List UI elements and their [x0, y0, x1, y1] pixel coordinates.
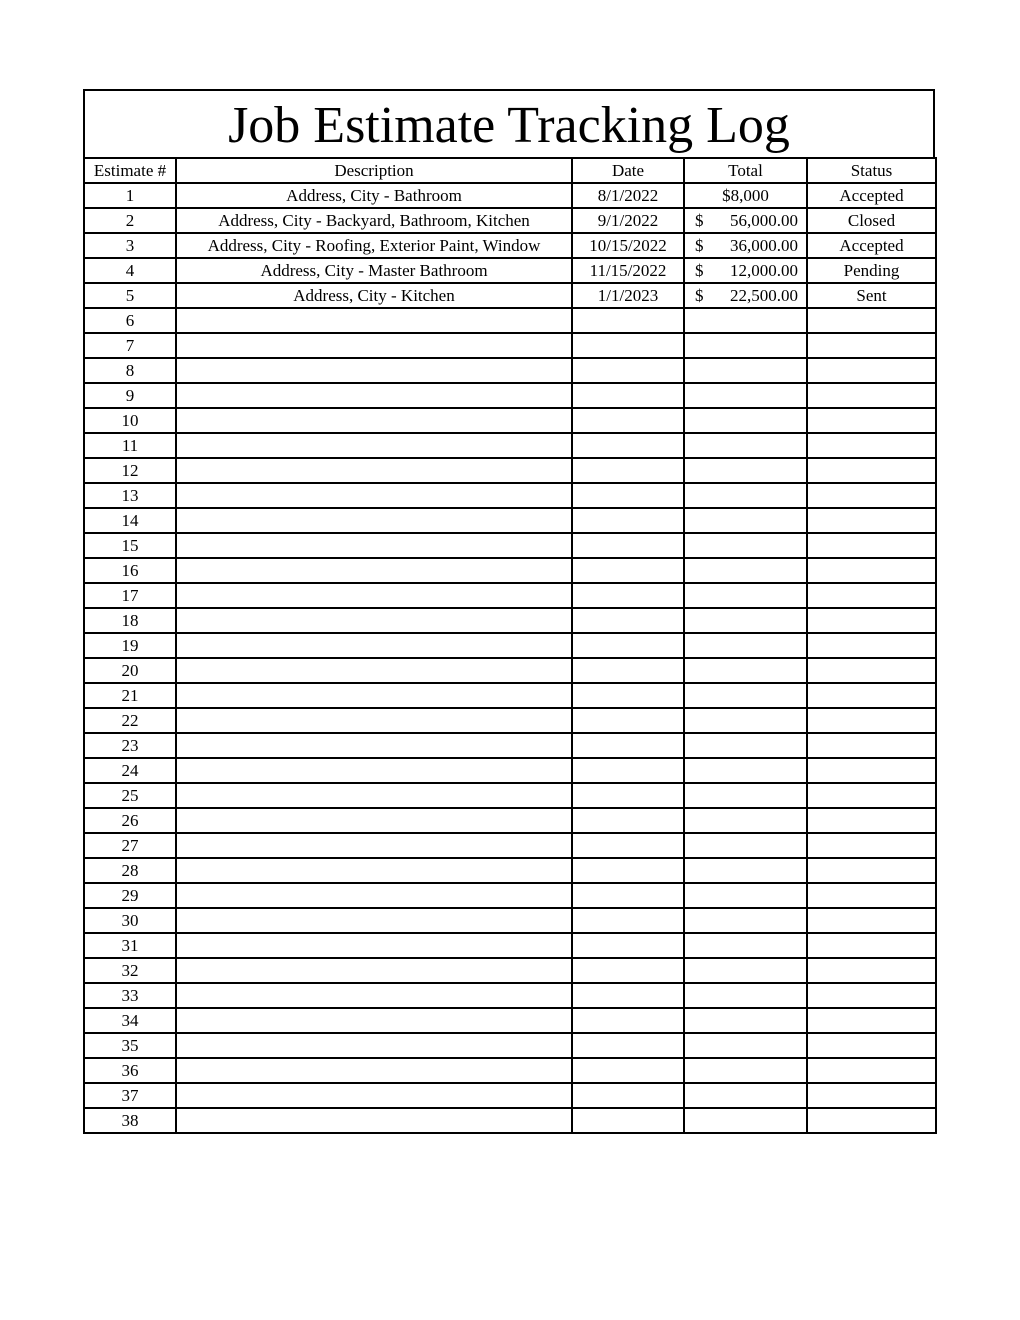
total-cell[interactable]: $8,000 [684, 183, 807, 208]
column-header-estimate-number: Estimate # [84, 158, 176, 183]
description-cell[interactable]: Address, City - Master Bathroom [176, 258, 572, 283]
table-row [84, 183, 936, 208]
table-row [84, 483, 936, 508]
total-cell[interactable] [684, 608, 807, 633]
estimate-number-cell[interactable]: 22 [84, 708, 176, 733]
description-cell[interactable] [176, 908, 572, 933]
total-amount: 56,000.00 [730, 211, 798, 230]
status-cell[interactable] [807, 1108, 936, 1133]
status-cell[interactable] [807, 658, 936, 683]
estimate-number-cell[interactable]: 24 [84, 758, 176, 783]
table-row [84, 383, 936, 408]
status-cell[interactable] [807, 908, 936, 933]
total-amount: 12,000.00 [730, 261, 798, 280]
total-cell[interactable] [684, 883, 807, 908]
estimate-number-cell[interactable]: 33 [84, 983, 176, 1008]
total-cell[interactable] [684, 558, 807, 583]
status-cell[interactable] [807, 458, 936, 483]
table-row [84, 983, 936, 1008]
description-cell[interactable] [176, 658, 572, 683]
date-cell[interactable] [572, 408, 684, 433]
date-cell[interactable] [572, 1033, 684, 1058]
table-row [84, 883, 936, 908]
table-row [84, 608, 936, 633]
date-cell[interactable] [572, 358, 684, 383]
table-row [84, 533, 936, 558]
description-cell[interactable] [176, 1058, 572, 1083]
date-cell[interactable] [572, 1083, 684, 1108]
status-cell[interactable] [807, 333, 936, 358]
status-cell[interactable] [807, 758, 936, 783]
total-cell[interactable] [684, 308, 807, 333]
total-cell[interactable] [684, 1008, 807, 1033]
date-cell[interactable] [572, 833, 684, 858]
table-row [84, 358, 936, 383]
total-cell[interactable] [684, 1058, 807, 1083]
description-cell[interactable] [176, 558, 572, 583]
status-cell[interactable]: Accepted [807, 233, 936, 258]
description-cell[interactable] [176, 958, 572, 983]
status-cell[interactable] [807, 633, 936, 658]
page-title: Job Estimate Tracking Log [228, 97, 790, 154]
description-cell[interactable] [176, 583, 572, 608]
date-cell[interactable] [572, 458, 684, 483]
total-cell[interactable] [684, 908, 807, 933]
description-cell[interactable] [176, 858, 572, 883]
total-cell[interactable] [684, 1083, 807, 1108]
total-cell[interactable] [684, 633, 807, 658]
table-row [84, 1033, 936, 1058]
total-amount: 36,000.00 [730, 236, 798, 255]
description-cell[interactable] [176, 483, 572, 508]
description-cell[interactable] [176, 808, 572, 833]
table-row [84, 908, 936, 933]
total-cell[interactable] [684, 658, 807, 683]
date-cell[interactable] [572, 433, 684, 458]
date-cell[interactable] [572, 608, 684, 633]
date-cell[interactable] [572, 708, 684, 733]
status-cell[interactable] [807, 1083, 936, 1108]
table-row [84, 233, 936, 258]
table-row [84, 1108, 936, 1133]
table-row [84, 833, 936, 858]
total-cell[interactable] [684, 783, 807, 808]
description-cell[interactable]: Address, City - Kitchen [176, 283, 572, 308]
description-cell[interactable] [176, 933, 572, 958]
estimate-number-cell[interactable]: 12 [84, 458, 176, 483]
table-row [84, 1008, 936, 1033]
total-cell[interactable] [684, 433, 807, 458]
table-row [84, 308, 936, 333]
status-cell[interactable]: Pending [807, 258, 936, 283]
table-row [84, 433, 936, 458]
description-cell[interactable] [176, 508, 572, 533]
date-cell[interactable] [572, 558, 684, 583]
table-row [84, 408, 936, 433]
estimate-number-cell[interactable]: 19 [84, 633, 176, 658]
total-cell[interactable] [684, 858, 807, 883]
status-cell[interactable] [807, 708, 936, 733]
status-cell[interactable] [807, 933, 936, 958]
status-cell[interactable] [807, 958, 936, 983]
total-currency-symbol: $ [695, 261, 704, 280]
estimate-number-cell[interactable]: 32 [84, 958, 176, 983]
estimate-number-cell[interactable]: 21 [84, 683, 176, 708]
date-cell[interactable] [572, 783, 684, 808]
status-cell[interactable] [807, 308, 936, 333]
description-cell[interactable]: Address, City - Backyard, Bathroom, Kitchen [176, 208, 572, 233]
total-currency-symbol: $ [695, 211, 704, 230]
total-cell[interactable] [684, 808, 807, 833]
description-cell[interactable] [176, 633, 572, 658]
date-cell[interactable] [572, 383, 684, 408]
total-cell[interactable] [684, 958, 807, 983]
status-cell[interactable] [807, 1058, 936, 1083]
estimate-number-cell[interactable]: 27 [84, 833, 176, 858]
date-cell[interactable]: 9/1/2022 [572, 208, 684, 233]
description-cell[interactable] [176, 308, 572, 333]
estimate-number-cell[interactable]: 6 [84, 308, 176, 333]
date-cell[interactable] [572, 933, 684, 958]
description-cell[interactable] [176, 683, 572, 708]
estimate-number-cell[interactable]: 11 [84, 433, 176, 458]
description-cell[interactable] [176, 333, 572, 358]
estimate-number-cell[interactable]: 26 [84, 808, 176, 833]
table-row [84, 858, 936, 883]
date-cell[interactable] [572, 533, 684, 558]
description-cell[interactable] [176, 458, 572, 483]
description-cell[interactable] [176, 408, 572, 433]
table-row [84, 1058, 936, 1083]
description-cell[interactable] [176, 533, 572, 558]
estimate-number-cell[interactable]: 28 [84, 858, 176, 883]
total-cell[interactable] [684, 733, 807, 758]
description-cell[interactable] [176, 1108, 572, 1133]
estimate-number-cell[interactable]: 8 [84, 358, 176, 383]
total-cell[interactable] [684, 933, 807, 958]
estimate-number-cell[interactable]: 34 [84, 1008, 176, 1033]
table-row [84, 558, 936, 583]
estimate-number-cell[interactable]: 9 [84, 383, 176, 408]
status-cell[interactable]: Sent [807, 283, 936, 308]
estimate-number-cell[interactable]: 37 [84, 1083, 176, 1108]
estimate-number-cell[interactable]: 17 [84, 583, 176, 608]
table-row [84, 783, 936, 808]
table-row [84, 283, 936, 308]
estimate-number-cell[interactable]: 35 [84, 1033, 176, 1058]
estimate-number-cell[interactable]: 2 [84, 208, 176, 233]
status-cell[interactable] [807, 433, 936, 458]
description-cell[interactable] [176, 1083, 572, 1108]
total-cell[interactable] [684, 1108, 807, 1133]
column-header-status: Status [807, 158, 936, 183]
description-cell[interactable] [176, 983, 572, 1008]
status-cell[interactable] [807, 883, 936, 908]
description-cell[interactable] [176, 733, 572, 758]
estimate-number-cell[interactable]: 15 [84, 533, 176, 558]
description-cell[interactable] [176, 383, 572, 408]
total-cell[interactable] [684, 758, 807, 783]
estimate-number-cell[interactable]: 13 [84, 483, 176, 508]
table-row [84, 683, 936, 708]
date-cell[interactable] [572, 858, 684, 883]
date-cell[interactable] [572, 733, 684, 758]
table-row [84, 933, 936, 958]
total-cell[interactable] [684, 683, 807, 708]
date-cell[interactable] [572, 758, 684, 783]
description-cell[interactable] [176, 358, 572, 383]
table-row [84, 208, 936, 233]
description-cell[interactable] [176, 608, 572, 633]
description-cell[interactable] [176, 708, 572, 733]
total-cell[interactable] [684, 533, 807, 558]
date-cell[interactable] [572, 1008, 684, 1033]
total-cell[interactable] [684, 458, 807, 483]
table-row [84, 333, 936, 358]
date-cell[interactable] [572, 333, 684, 358]
total-cell[interactable] [684, 333, 807, 358]
date-cell[interactable]: 10/15/2022 [572, 233, 684, 258]
estimate-number-cell[interactable]: 7 [84, 333, 176, 358]
description-cell[interactable]: Address, City - Bathroom [176, 183, 572, 208]
table-row [84, 508, 936, 533]
date-cell[interactable] [572, 483, 684, 508]
total-cell[interactable] [684, 708, 807, 733]
date-cell[interactable] [572, 808, 684, 833]
date-cell[interactable] [572, 683, 684, 708]
estimate-number-cell[interactable]: 14 [84, 508, 176, 533]
total-cell[interactable] [684, 1033, 807, 1058]
estimate-number-cell[interactable]: 25 [84, 783, 176, 808]
table-row [84, 658, 936, 683]
table-row [84, 458, 936, 483]
date-cell[interactable] [572, 908, 684, 933]
total-cell[interactable] [684, 583, 807, 608]
total-cell[interactable] [684, 383, 807, 408]
estimate-number-cell[interactable]: 5 [84, 283, 176, 308]
date-cell[interactable] [572, 633, 684, 658]
description-cell[interactable]: Address, City - Roofing, Exterior Paint, Window [176, 233, 572, 258]
status-cell[interactable] [807, 383, 936, 408]
date-cell[interactable]: 11/15/2022 [572, 258, 684, 283]
table-row [84, 733, 936, 758]
total-cell[interactable] [684, 358, 807, 383]
status-cell[interactable] [807, 358, 936, 383]
total-cell[interactable] [684, 833, 807, 858]
estimate-number-cell[interactable]: 4 [84, 258, 176, 283]
status-cell[interactable] [807, 583, 936, 608]
estimate-number-cell[interactable]: 18 [84, 608, 176, 633]
table-row [84, 258, 936, 283]
description-cell[interactable] [176, 1008, 572, 1033]
description-cell[interactable] [176, 1033, 572, 1058]
tracking-log-sheet [83, 89, 935, 1134]
status-cell[interactable] [807, 408, 936, 433]
estimate-number-cell[interactable]: 1 [84, 183, 176, 208]
total-currency-symbol: $ [695, 236, 704, 255]
table-row [84, 808, 936, 833]
total-cell[interactable] [684, 483, 807, 508]
description-cell[interactable] [176, 883, 572, 908]
table-row [84, 633, 936, 658]
status-cell[interactable]: Accepted [807, 183, 936, 208]
status-cell[interactable] [807, 508, 936, 533]
status-cell[interactable] [807, 733, 936, 758]
estimate-number-cell[interactable]: 30 [84, 908, 176, 933]
column-header-date: Date [572, 158, 684, 183]
total-currency-symbol: $ [695, 286, 704, 305]
date-cell[interactable] [572, 658, 684, 683]
header-row [84, 158, 936, 183]
total-cell[interactable] [684, 208, 807, 233]
table-row [84, 1083, 936, 1108]
table-row [84, 958, 936, 983]
column-header-description: Description [176, 158, 572, 183]
estimate-number-cell[interactable]: 38 [84, 1108, 176, 1133]
date-cell[interactable] [572, 883, 684, 908]
table-row [84, 758, 936, 783]
estimate-rows [84, 183, 936, 1133]
status-cell[interactable] [807, 808, 936, 833]
status-cell[interactable] [807, 1033, 936, 1058]
description-cell[interactable] [176, 433, 572, 458]
description-cell[interactable] [176, 783, 572, 808]
date-cell[interactable] [572, 1058, 684, 1083]
total-cell[interactable] [684, 508, 807, 533]
estimate-number-cell[interactable]: 16 [84, 558, 176, 583]
date-cell[interactable] [572, 1108, 684, 1133]
total-cell[interactable] [684, 283, 807, 308]
status-cell[interactable] [807, 483, 936, 508]
date-cell[interactable] [572, 583, 684, 608]
date-cell[interactable] [572, 308, 684, 333]
estimate-number-cell[interactable]: 3 [84, 233, 176, 258]
date-cell[interactable]: 8/1/2022 [572, 183, 684, 208]
description-cell[interactable] [176, 833, 572, 858]
estimate-number-cell[interactable]: 10 [84, 408, 176, 433]
status-cell[interactable] [807, 983, 936, 1008]
date-cell[interactable] [572, 508, 684, 533]
status-cell[interactable] [807, 558, 936, 583]
estimate-number-cell[interactable]: 20 [84, 658, 176, 683]
status-cell[interactable] [807, 833, 936, 858]
status-cell[interactable] [807, 608, 936, 633]
total-cell[interactable] [684, 258, 807, 283]
total-cell[interactable] [684, 408, 807, 433]
table-row [84, 708, 936, 733]
estimate-number-cell[interactable]: 36 [84, 1058, 176, 1083]
estimate-number-cell[interactable]: 31 [84, 933, 176, 958]
estimate-table [83, 157, 937, 1134]
status-cell[interactable] [807, 683, 936, 708]
status-cell[interactable] [807, 1008, 936, 1033]
total-cell[interactable] [684, 233, 807, 258]
estimate-number-cell[interactable]: 23 [84, 733, 176, 758]
description-cell[interactable] [176, 758, 572, 783]
estimate-number-cell[interactable]: 29 [84, 883, 176, 908]
total-cell[interactable] [684, 983, 807, 1008]
table-row [84, 583, 936, 608]
title-box [83, 89, 935, 157]
total-amount: 22,500.00 [730, 286, 798, 305]
status-cell[interactable]: Closed [807, 208, 936, 233]
column-header-total: Total [684, 158, 807, 183]
status-cell[interactable] [807, 533, 936, 558]
date-cell[interactable] [572, 958, 684, 983]
status-cell[interactable] [807, 783, 936, 808]
date-cell[interactable] [572, 983, 684, 1008]
date-cell[interactable]: 1/1/2023 [572, 283, 684, 308]
status-cell[interactable] [807, 858, 936, 883]
